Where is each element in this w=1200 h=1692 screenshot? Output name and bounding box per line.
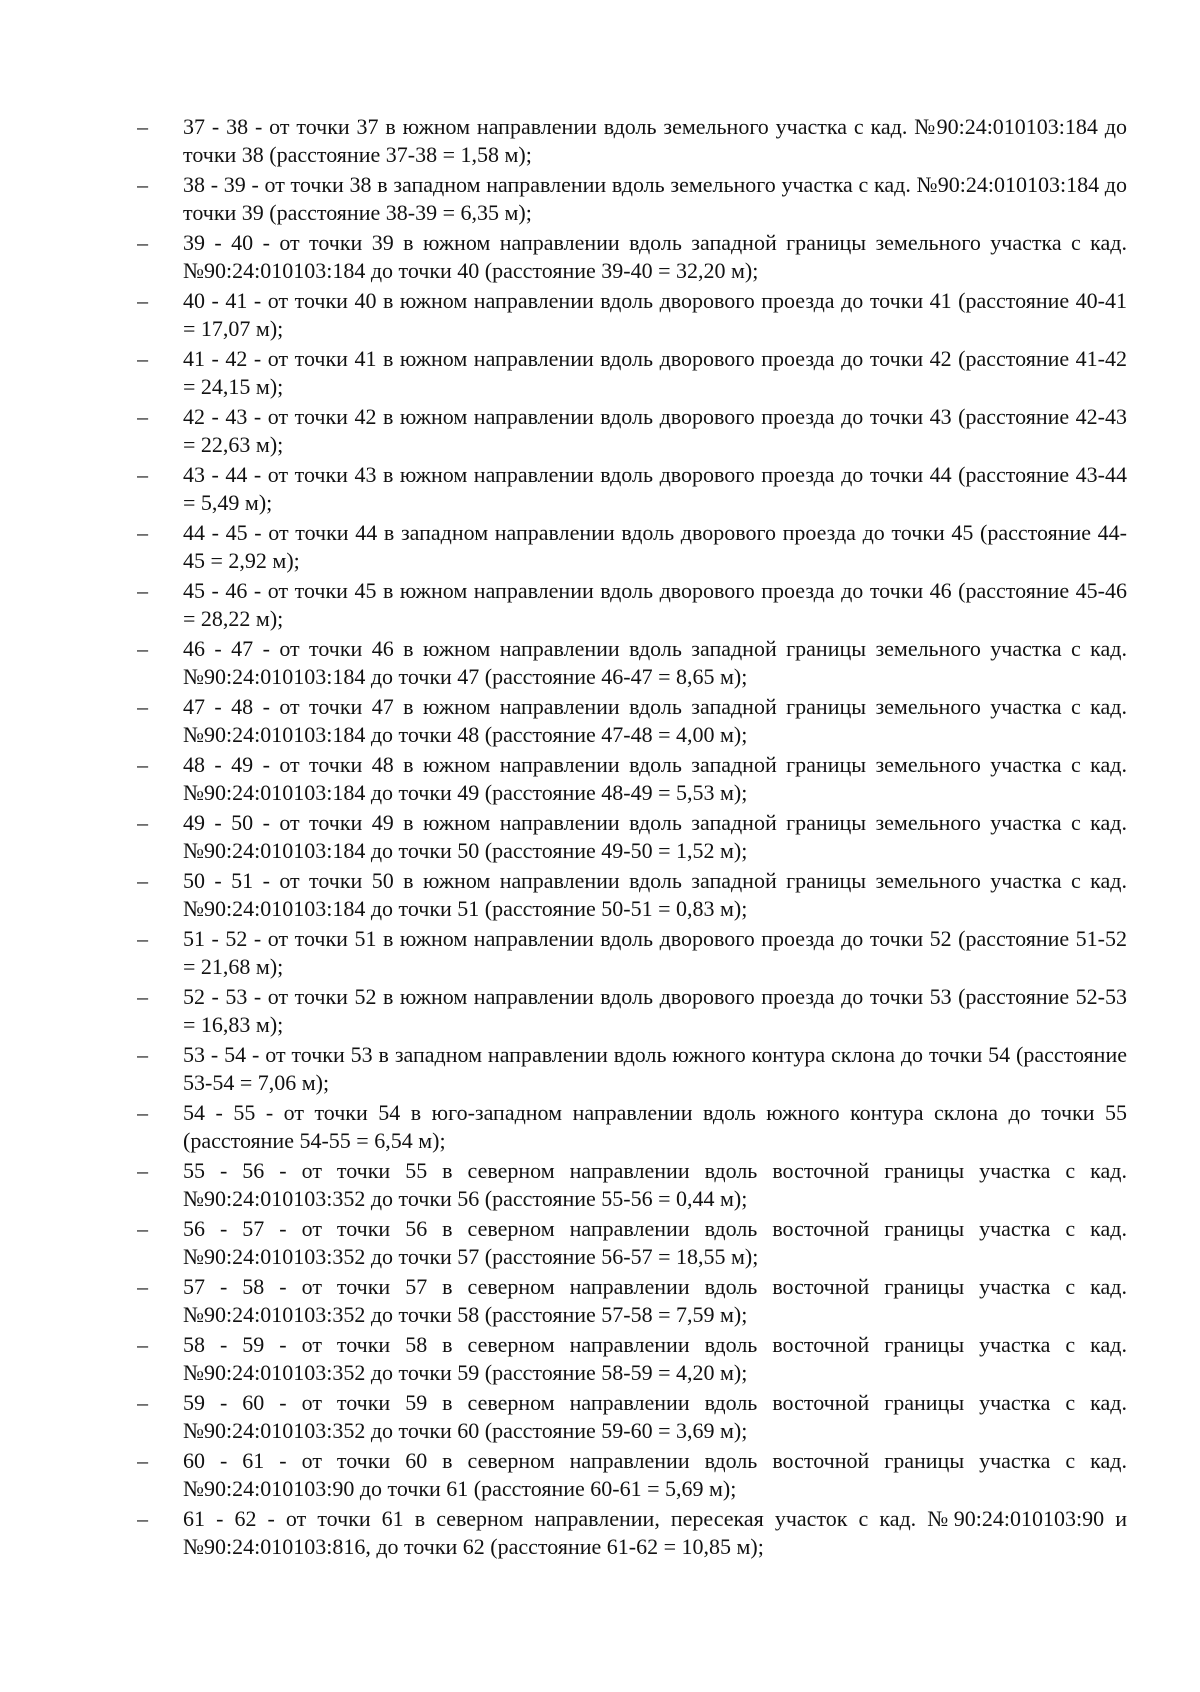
list-dash: – xyxy=(137,462,148,487)
boundary-description-list xyxy=(137,113,1127,1563)
list-item-text: 51 - 52 - от точки 51 в южном направлении вдоль дворового проезда до точки 52 (расстояние 51-52 = 21,68 м); xyxy=(183,926,1127,979)
list-item xyxy=(137,1215,1127,1273)
list-item xyxy=(137,925,1127,983)
list-item xyxy=(137,635,1127,693)
list-item xyxy=(137,1389,1127,1447)
list-item-text: 61 - 62 - от точки 61 в северном направлении, пересекая участок с кад. №90:24:010103:90 и №90:24:010103:816, до точки 62 (расстояние 61-62 = 10,85 м); xyxy=(183,1506,1127,1559)
list-dash: – xyxy=(137,1506,148,1531)
list-item-text: 52 - 53 - от точки 52 в южном направлении вдоль дворового проезда до точки 53 (расстояние 52-53 = 16,83 м); xyxy=(183,984,1127,1037)
list-dash: – xyxy=(137,926,148,951)
list-dash: – xyxy=(137,404,148,429)
list-item xyxy=(137,577,1127,635)
list-dash: – xyxy=(137,520,148,545)
list-dash: – xyxy=(137,984,148,1009)
list-item-text: 48 - 49 - от точки 48 в южном направлении вдоль западной границы земельного участка с кад. №90:24:010103:184 до точки 49 (расстояние 48-49 = 5,53 м); xyxy=(183,752,1127,805)
list-item-text: 45 - 46 - от точки 45 в южном направлении вдоль дворового проезда до точки 46 (расстояние 45-46 = 28,22 м); xyxy=(183,578,1127,631)
list-item-text: 54 - 55 - от точки 54 в юго-западном направлении вдоль южного контура склона до точки 55 (расстояние 54-55 = 6,54 м); xyxy=(183,1100,1127,1153)
list-dash: – xyxy=(137,752,148,777)
list-dash: – xyxy=(137,694,148,719)
list-dash: – xyxy=(137,868,148,893)
list-item xyxy=(137,519,1127,577)
list-item-text: 37 - 38 - от точки 37 в южном направлении вдоль земельного участка с кад. №90:24:010103:184 до точки 38 (расстояние 37-38 = 1,58 м); xyxy=(183,114,1127,167)
list-item xyxy=(137,403,1127,461)
list-item-text: 49 - 50 - от точки 49 в южном направлении вдоль западной границы земельного участка с кад. №90:24:010103:184 до точки 50 (расстояние 49-50 = 1,52 м); xyxy=(183,810,1127,863)
list-item-text: 42 - 43 - от точки 42 в южном направлении вдоль дворового проезда до точки 43 (расстояние 42-43 = 22,63 м); xyxy=(183,404,1127,457)
list-item xyxy=(137,345,1127,403)
list-item xyxy=(137,693,1127,751)
list-dash: – xyxy=(137,230,148,255)
list-dash: – xyxy=(137,346,148,371)
list-item xyxy=(137,809,1127,867)
list-dash: – xyxy=(137,1390,148,1415)
list-dash: – xyxy=(137,288,148,313)
list-dash: – xyxy=(137,1042,148,1067)
list-item-text: 59 - 60 - от точки 59 в северном направлении вдоль восточной границы участка с кад. №90:24:010103:352 до точки 60 (расстояние 59-60 = 3,69 м); xyxy=(183,1390,1127,1443)
list-dash: – xyxy=(137,1332,148,1357)
list-item xyxy=(137,1447,1127,1505)
list-item xyxy=(137,1273,1127,1331)
list-dash: – xyxy=(137,1100,148,1125)
list-dash: – xyxy=(137,636,148,661)
list-item-text: 40 - 41 - от точки 40 в южном направлении вдоль дворового проезда до точки 41 (расстояние 40-41 = 17,07 м); xyxy=(183,288,1127,341)
list-dash: – xyxy=(137,172,148,197)
list-item-text: 44 - 45 - от точки 44 в западном направлении вдоль дворового проезда до точки 45 (расстояние 44-45 = 2,92 м); xyxy=(183,520,1127,573)
list-dash: – xyxy=(137,1216,148,1241)
list-item-text: 56 - 57 - от точки 56 в северном направлении вдоль восточной границы участка с кад. №90:24:010103:352 до точки 57 (расстояние 56-57 = 18,55 м); xyxy=(183,1216,1127,1269)
list-item xyxy=(137,1157,1127,1215)
list-item xyxy=(137,1041,1127,1099)
list-item-text: 55 - 56 - от точки 55 в северном направлении вдоль восточной границы участка с кад. №90:24:010103:352 до точки 56 (расстояние 55-56 = 0,44 м); xyxy=(183,1158,1127,1211)
list-item xyxy=(137,1099,1127,1157)
list-item xyxy=(137,171,1127,229)
list-dash: – xyxy=(137,1448,148,1473)
list-item xyxy=(137,229,1127,287)
list-item xyxy=(137,1331,1127,1389)
list-item xyxy=(137,1505,1127,1563)
list-dash: – xyxy=(137,114,148,139)
list-item xyxy=(137,983,1127,1041)
list-item-text: 43 - 44 - от точки 43 в южном направлении вдоль дворового проезда до точки 44 (расстояние 43-44 = 5,49 м); xyxy=(183,462,1127,515)
list-item-text: 58 - 59 - от точки 58 в северном направлении вдоль восточной границы участка с кад. №90:24:010103:352 до точки 59 (расстояние 58-59 = 4,20 м); xyxy=(183,1332,1127,1385)
list-item-text: 39 - 40 - от точки 39 в южном направлении вдоль западной границы земельного участка с кад. №90:24:010103:184 до точки 40 (расстояние 39-40 = 32,20 м); xyxy=(183,230,1127,283)
list-item xyxy=(137,461,1127,519)
list-dash: – xyxy=(137,810,148,835)
list-item-text: 47 - 48 - от точки 47 в южном направлении вдоль западной границы земельного участка с кад. №90:24:010103:184 до точки 48 (расстояние 47-48 = 4,00 м); xyxy=(183,694,1127,747)
list-item xyxy=(137,867,1127,925)
list-item-text: 38 - 39 - от точки 38 в западном направлении вдоль земельного участка с кад. №90:24:010103:184 до точки 39 (расстояние 38-39 = 6,35 м); xyxy=(183,172,1127,225)
list-item xyxy=(137,113,1127,171)
list-item xyxy=(137,751,1127,809)
list-item-text: 50 - 51 - от точки 50 в южном направлении вдоль западной границы земельного участка с кад. №90:24:010103:184 до точки 51 (расстояние 50-51 = 0,83 м); xyxy=(183,868,1127,921)
list-dash: – xyxy=(137,1158,148,1183)
list-dash: – xyxy=(137,1274,148,1299)
list-item-text: 41 - 42 - от точки 41 в южном направлении вдоль дворового проезда до точки 42 (расстояние 41-42 = 24,15 м); xyxy=(183,346,1127,399)
list-item-text: 46 - 47 - от точки 46 в южном направлении вдоль западной границы земельного участка с кад. №90:24:010103:184 до точки 47 (расстояние 46-47 = 8,65 м); xyxy=(183,636,1127,689)
list-item-text: 57 - 58 - от точки 57 в северном направлении вдоль восточной границы участка с кад. №90:24:010103:352 до точки 58 (расстояние 57-58 = 7,59 м); xyxy=(183,1274,1127,1327)
list-item-text: 60 - 61 - от точки 60 в северном направлении вдоль восточной границы участка с кад. №90:24:010103:90 до точки 61 (расстояние 60-61 = 5,69 м); xyxy=(183,1448,1127,1501)
list-item xyxy=(137,287,1127,345)
list-dash: – xyxy=(137,578,148,603)
list-item-text: 53 - 54 - от точки 53 в западном направлении вдоль южного контура склона до точки 54 (расстояние 53-54 = 7,06 м); xyxy=(183,1042,1127,1095)
